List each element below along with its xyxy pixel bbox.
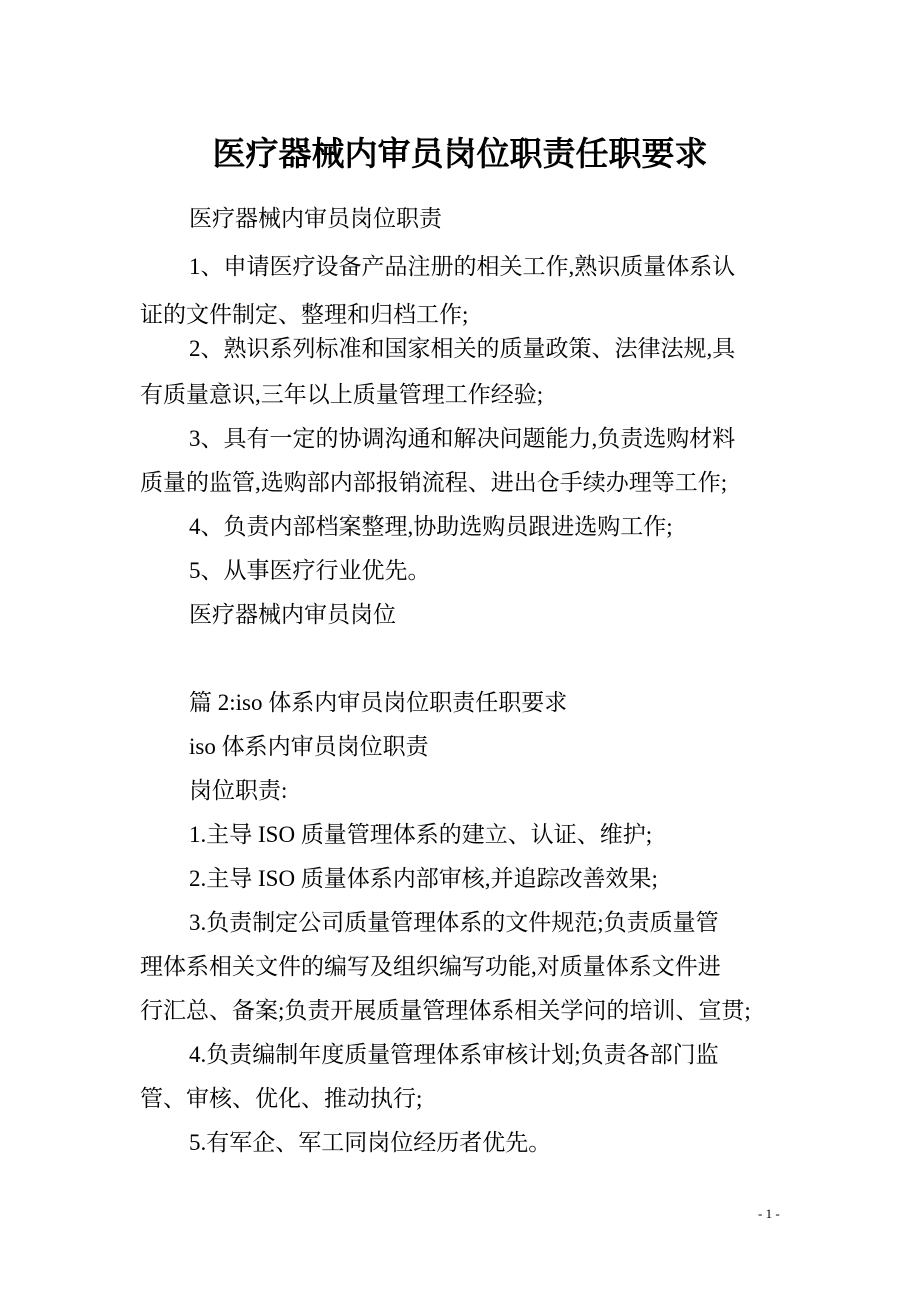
section-heading: 医疗器械内审员岗位职责 [189, 206, 442, 231]
section-footer: 医疗器械内审员岗位 [189, 602, 396, 627]
list-item-continuation: 行汇总、备案;负责开展质量管理体系相关学问的培训、宣贯; [140, 998, 751, 1023]
list-item-continuation: 质量的监管,选购部内部报销流程、进出仓手续办理等工作; [140, 470, 728, 495]
list-item: 5、从事医疗行业优先。 [189, 558, 431, 583]
list-item-continuation: 理体系相关文件的编写及组织编写功能,对质量体系文件进 [140, 954, 721, 979]
list-item: 2.主导 ISO 质量体系内部审核,并追踪改善效果; [189, 866, 658, 891]
list-item-continuation: 有质量意识,三年以上质量管理工作经验; [140, 382, 544, 407]
list-item: 1、申请医疗设备产品注册的相关工作,熟识质量体系认 [189, 254, 736, 279]
list-item: 3、具有一定的协调沟通和解决问题能力,负责选购材料 [189, 426, 736, 451]
page-number: - 1 - [758, 1206, 780, 1221]
list-item-continuation: 证的文件制定、整理和归档工作; [140, 302, 469, 327]
document-title: 医疗器械内审员岗位职责任职要求 [212, 134, 708, 173]
list-item: 1.主导 ISO 质量管理体系的建立、认证、维护; [189, 822, 653, 847]
list-item: 3.负责制定公司质量管理体系的文件规范;负责质量管 [189, 910, 719, 935]
list-item: 4、负责内部档案整理,协助选购员跟进选购工作; [189, 514, 673, 539]
list-item: 5.有军企、军工同岗位经历者优先。 [189, 1130, 552, 1155]
list-item: 4.负责编制年度质量管理体系审核计划;负责各部门监 [189, 1042, 719, 1067]
list-item-continuation: 管、审核、优化、推动执行; [140, 1086, 423, 1111]
list-item: 2、熟识系列标准和国家相关的质量政策、法律法规,具 [189, 336, 736, 361]
section-heading: 篇 2:iso 体系内审员岗位职责任职要求 [189, 690, 568, 715]
section-subheading: iso 体系内审员岗位职责 [189, 734, 429, 759]
section-label: 岗位职责: [189, 778, 288, 803]
